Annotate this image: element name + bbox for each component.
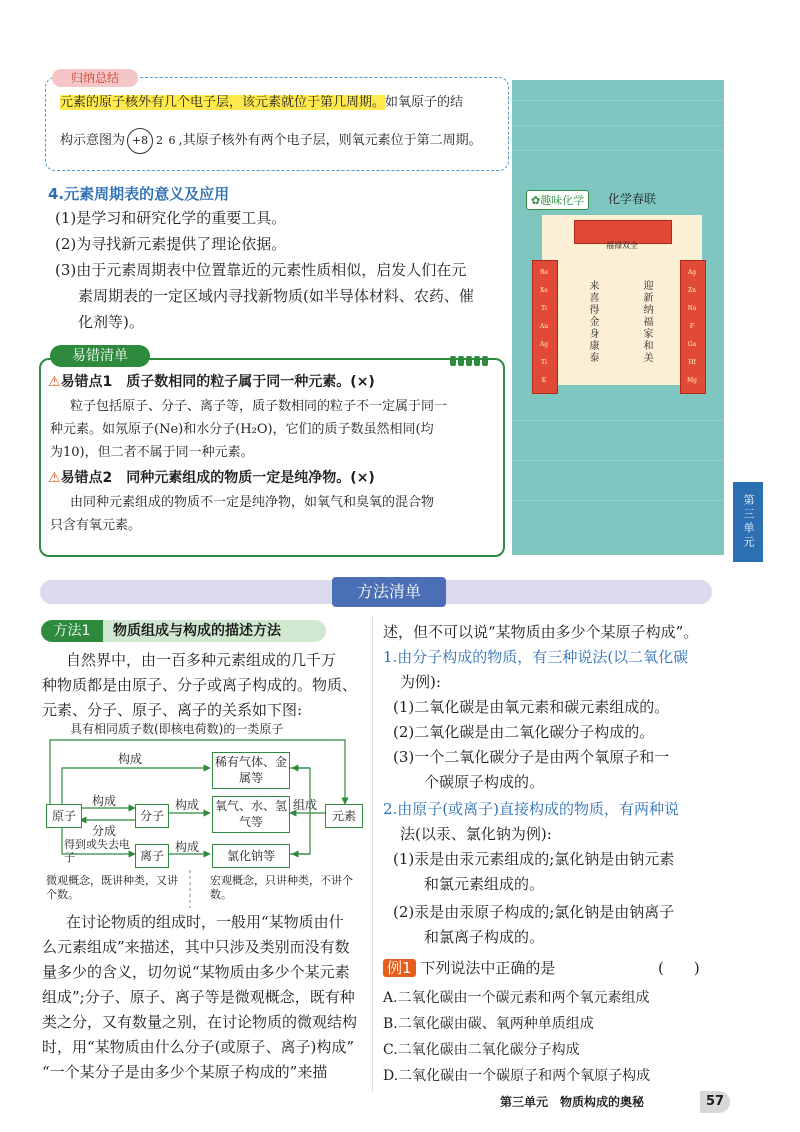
summary-line-2: 构示意图为 +8 2 6 ,其原子核外有两个电子层，则氧元素位于第二周期。	[60, 128, 505, 154]
summary-highlight: 元素的原子核外有几个电子层，该元素就位于第几周期。	[60, 95, 386, 110]
page-number: 57	[700, 1091, 730, 1113]
para2-line-3: 量多少的含义，切勿说“某物质由多少个某元素	[42, 963, 350, 981]
option-c: C.二氧化碳由二氧化碳分子构成	[383, 1042, 580, 1058]
label-construct-1: 构成	[118, 752, 143, 766]
para2-line-2: 么元素组成”来描述，其中只涉及类别而没有数	[42, 938, 350, 956]
note-micro: 微观概念，既讲种类，又讲个数。	[46, 874, 178, 901]
section-4-item-3c: 化剂等)。	[78, 313, 144, 331]
diagram-top-label: 具有相同质子数(即核电荷数)的一类原子	[70, 722, 284, 736]
section-4-item-2: (2)为寻找新元素提供了理论依据。	[55, 235, 287, 253]
section-4-item-3: (3)由于元素周期表中位置靠近的元素性质相似，启发人们在元	[55, 261, 467, 279]
mistake-1-title: ⚠易错点1 质子数相同的粒子属于同一种元素。(×)	[48, 374, 375, 390]
fun-tag: ✿趣味化学	[526, 190, 589, 210]
node-noble-gas-metal: 稀有气体、金属等	[212, 752, 290, 789]
intro-line-3: 元素、分子、原子、离子的关系如下图:	[42, 701, 303, 719]
right-s1-title: 1.由分子构成的物质，有三种说法(以二氧化碳	[383, 648, 689, 666]
summary-line-1: 元素的原子核外有几个电子层，该元素就位于第几周期。如氧原子的结	[60, 95, 464, 110]
label-compose: 组成	[293, 798, 318, 812]
mistake-1-body-1: 粒子包括原子、分子、离子等，质子数相同的粒子不一定属于同一	[70, 399, 448, 414]
option-b: B.二氧化碳由碳、氧两种单质组成	[383, 1016, 594, 1032]
warning-icon: ⚠	[48, 374, 61, 390]
node-ion: 离子	[135, 844, 169, 868]
intro-line-2: 种物质都是由原子、分子或离子构成的。物质、	[42, 676, 358, 694]
lightbulb-icon: ✿	[531, 194, 541, 207]
couplet-left-text: 来喜得金身康泰	[587, 280, 598, 364]
label-construct-3: 构成	[175, 798, 200, 812]
node-element: 元素	[325, 804, 363, 828]
right-s2-item-2: (2)汞是由汞原子构成的;氯化钠是由钠离子	[393, 903, 675, 921]
label-electron: 得到或失去电子	[64, 838, 130, 864]
mistake-2-body-2: 只含有氧元素。	[50, 518, 142, 533]
right-s2-item-1b: 和氯元素组成的。	[424, 875, 545, 893]
node-atom: 原子	[46, 804, 82, 828]
section-4-title: 4.元素周期表的意义及应用	[48, 185, 230, 203]
atom-structure-diagram	[127, 128, 177, 154]
footer-unit: 第三单元 物质构成的奥秘	[500, 1095, 645, 1109]
answer-paren: ( )	[658, 959, 700, 977]
warning-icon: ⚠	[48, 470, 61, 486]
column-divider	[372, 616, 373, 1092]
right-s1-title2: 为例):	[400, 673, 441, 691]
right-symbols: Ag Zn Na F Ga Hf Mg	[687, 269, 697, 384]
method-1-title: 物质组成与构成的描述方法	[103, 620, 326, 642]
section-4-item-3b: 素周期表的一定区域内寻找新物质(如半导体材料、农药、催	[78, 287, 474, 305]
note-macro: 宏观概念，只讲种类，不讲个数。	[210, 874, 353, 901]
right-s2-item-1: (1)汞是由汞元素组成的;氯化钠是由钠元素	[393, 850, 675, 868]
node-molecule: 分子	[135, 804, 169, 828]
para2-line-7: “一个某分子是由多少个某原子构成的”来描	[42, 1063, 328, 1081]
intro-line-1: 自然界中，由一百多种元素组成的几千万	[66, 651, 337, 669]
label-construct-2: 构成	[92, 794, 117, 808]
mistake-1-body-3: 为10)，但二者不属于同一种元素。	[50, 445, 254, 460]
para2-line-4: 组成”;分子、原子、离子等是微观概念，既有种	[42, 988, 355, 1006]
example-question: 下列说法中正确的是	[420, 959, 556, 977]
mistakes-tag: 易错清单	[50, 345, 150, 367]
decorative-dots	[450, 356, 488, 366]
left-symbols: Re Xe Ti Au Ag Ti K	[539, 269, 549, 384]
electron-shells: 2 6	[156, 134, 177, 147]
method-banner-title: 方法清单	[332, 577, 446, 607]
right-s1-item-2: (2)二氧化碳是由二氧化碳分子构成的。	[393, 723, 655, 741]
fun-title: 化学春联	[608, 192, 657, 206]
right-s1-item-3: (3)一个二氧化碳分子是由两个氧原子和一	[393, 748, 670, 766]
right-s1-item-3b: 个碳原子构成的。	[424, 773, 545, 791]
option-d: D.二氧化碳由一个碳原子和两个氧原子构成	[383, 1068, 651, 1084]
label-divide: 分成	[92, 824, 117, 838]
node-sodium-chloride: 氯化钠等	[212, 844, 290, 868]
label-construct-4: 构成	[175, 840, 200, 854]
couplet-right-text: 迎新纳福家和美	[641, 280, 652, 364]
summary-box	[45, 77, 509, 171]
right-cont: 述，但不可以说“某物质由多少个某原子构成”。	[383, 623, 699, 641]
example-1	[383, 956, 713, 980]
node-oxygen-water: 氧气、水、氢气等	[212, 796, 290, 833]
mistake-2-title: ⚠易错点2 同种元素组成的物质一定是纯净物。(×)	[48, 470, 375, 486]
nucleus-circle: +8	[127, 128, 153, 154]
couplet-banner-text: 福禄双全	[606, 241, 638, 250]
right-s1-item-1: (1)二氧化碳是由氧元素和碳元素组成的。	[393, 698, 670, 716]
para2-line-1: 在讨论物质的组成时，一般用“某物质由什	[66, 913, 344, 931]
right-s2-title2: 法(以汞、氯化钠为例):	[400, 825, 552, 843]
option-a: A.二氧化碳由一个碳元素和两个氧元素组成	[383, 990, 650, 1006]
para2-line-5: 类之分，又有数量之别，在讨论物质的微观结构	[42, 1013, 358, 1031]
right-s2-item-2b: 和氯离子构成的。	[424, 928, 545, 946]
para2-line-6: 时，用“某物质由什么分子(或原子、离子)构成”	[42, 1038, 355, 1056]
section-4-item-1: (1)是学习和研究化学的重要工具。	[55, 209, 287, 227]
mistake-1-body-2: 种元素。如氖原子(Ne)和水分子(H₂O)，它们的质子数虽然相同(均	[50, 422, 434, 437]
example-tag: 例1	[383, 959, 416, 977]
relation-diagram	[40, 720, 370, 910]
mistake-2-body-1: 由同种元素组成的物质不一定是纯净物，如氧气和臭氧的混合物	[70, 495, 435, 510]
fun-chemistry-image	[512, 80, 724, 555]
summary-tag: 归纳总结	[52, 69, 138, 87]
right-s2-title: 2.由原子(或离子)直接构成的物质，有两种说	[383, 800, 680, 818]
method-1-tag: 方法1	[41, 620, 103, 642]
unit-side-tab: 第三单元	[733, 482, 763, 562]
